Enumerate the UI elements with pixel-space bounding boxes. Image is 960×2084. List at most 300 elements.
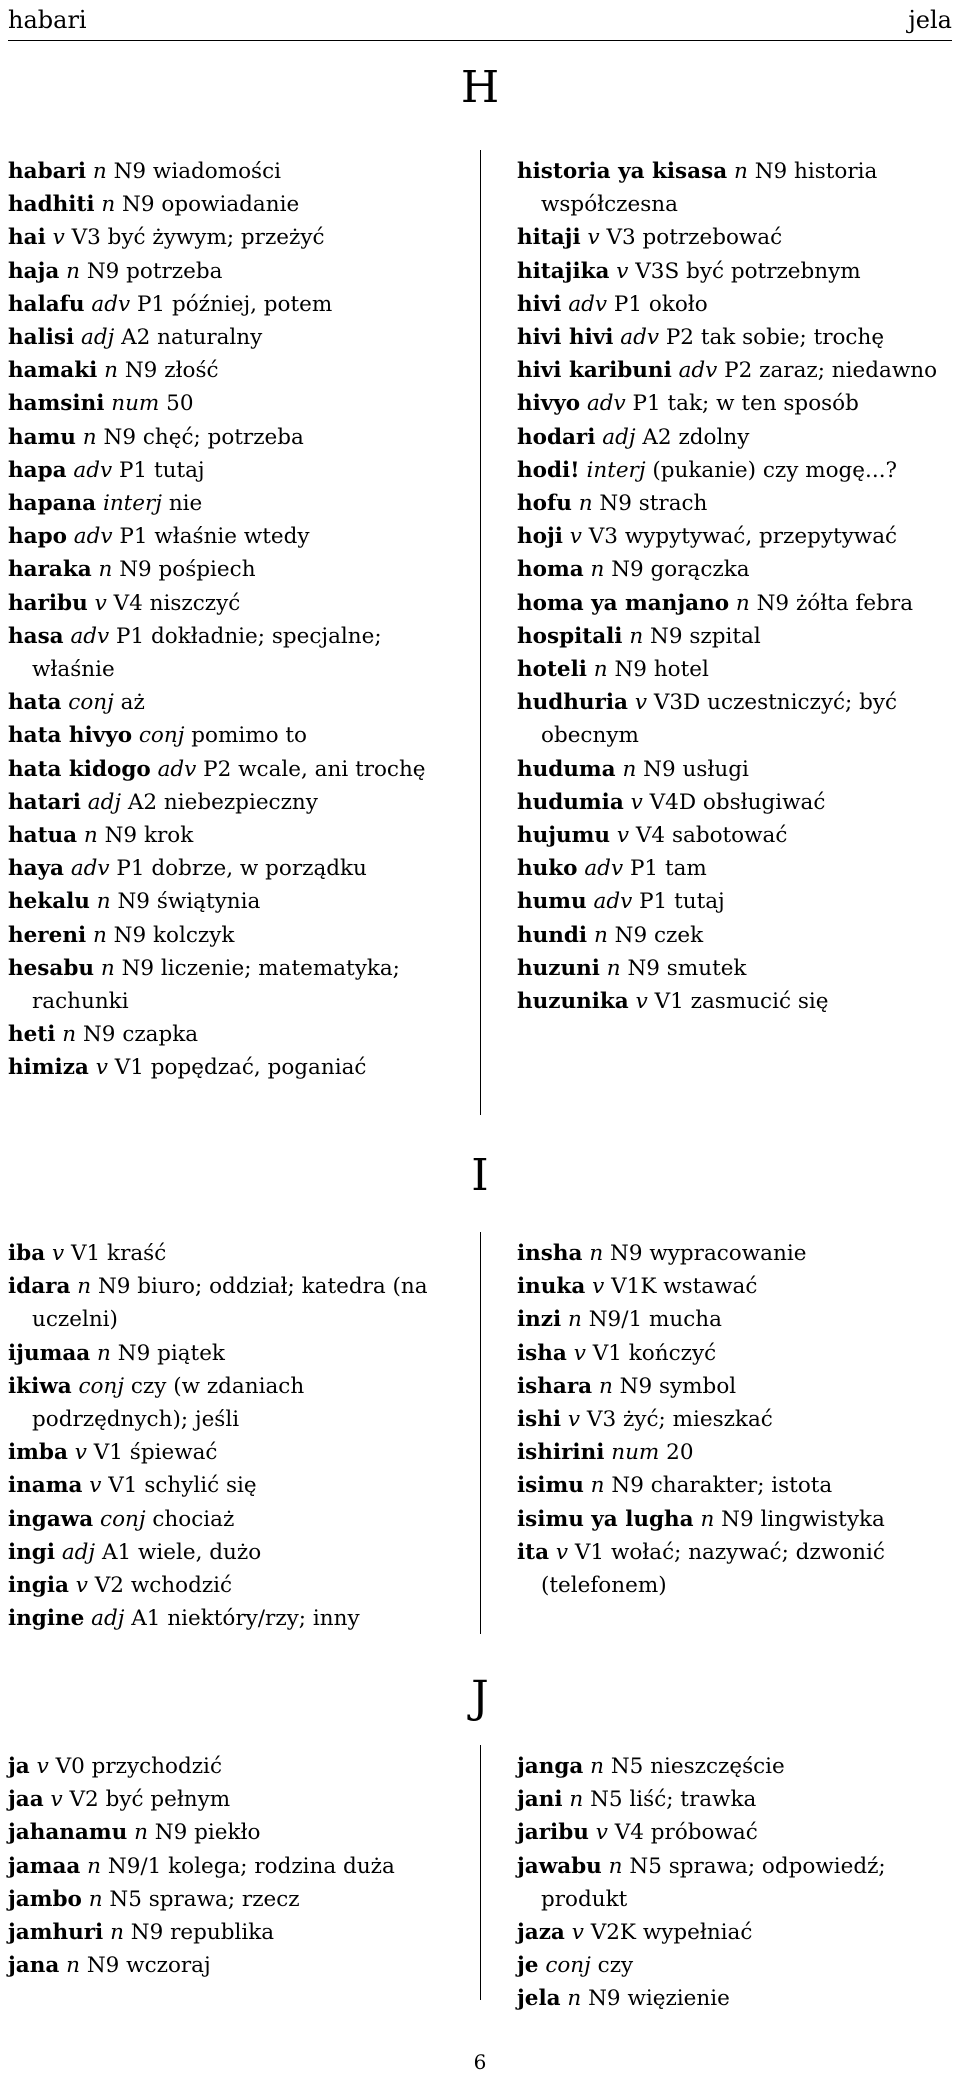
inflection-class: N9: [104, 823, 138, 849]
inflection-class: N9: [86, 1953, 120, 1979]
headword: inzi: [517, 1307, 562, 1333]
part-of-speech: interj: [102, 491, 162, 517]
definition: śpiewać: [129, 1440, 218, 1466]
headword: hekalu: [8, 889, 90, 915]
definition: zasmucić się: [690, 989, 829, 1015]
section-letter-j: J: [471, 1672, 489, 1723]
headword: historia ya kisasa: [517, 159, 728, 184]
headword: hesabu: [8, 955, 95, 981]
part-of-speech: v: [52, 225, 65, 251]
part-of-speech: v: [635, 989, 648, 1015]
inflection-class: V4: [635, 823, 666, 849]
dictionary-entry: [517, 1982, 954, 2015]
part-of-speech: v: [36, 1754, 49, 1779]
dictionary-entry: [8, 1469, 445, 1502]
definition: usługi: [682, 756, 749, 782]
part-of-speech: v: [51, 1241, 65, 1266]
headword: huduma: [517, 756, 616, 782]
dictionary-entry: [517, 221, 954, 254]
inflection-class: V1: [114, 1055, 144, 1081]
inflection-class: N9: [643, 756, 676, 782]
headword: hoji: [517, 524, 563, 550]
headword: jamaa: [8, 1853, 81, 1879]
definition: wołać; nazywać; dzwonić (telefonem): [541, 1539, 885, 1599]
part-of-speech: v: [95, 1055, 108, 1081]
part-of-speech: n: [629, 623, 644, 649]
headword: imba: [8, 1440, 68, 1466]
definition: sabotować: [671, 823, 788, 849]
inflection-class: V0: [55, 1754, 85, 1779]
dictionary-entry: [8, 620, 445, 686]
inflection-class: P1: [116, 623, 145, 649]
definition: uczestniczyć; być obecnym: [541, 690, 898, 749]
dictionary-entry: [8, 1370, 445, 1436]
definition: biuro; oddział; katedra (na uczelni): [32, 1274, 428, 1333]
dictionary-entry: [517, 1270, 954, 1303]
part-of-speech: adj: [602, 424, 636, 450]
definition: wypracowanie: [649, 1241, 807, 1266]
part-of-speech: conj: [138, 723, 185, 749]
part-of-speech: n: [578, 491, 593, 517]
dictionary-entry: [517, 288, 954, 321]
inflection-class: A2: [127, 789, 158, 815]
headword: heti: [8, 1022, 56, 1048]
inflection-class: N9: [130, 1920, 164, 1946]
definition: krok: [143, 823, 194, 849]
part-of-speech: n: [622, 756, 637, 782]
headword: hata kidogo: [8, 756, 151, 782]
headword: idara: [8, 1274, 71, 1300]
inflection-class: N9: [103, 424, 136, 450]
headword: insha: [517, 1241, 583, 1266]
dictionary-entry: [8, 1602, 445, 1635]
inflection-class: V3: [586, 1407, 617, 1433]
dictionary-entry: [8, 155, 445, 188]
dictionary-entry: [517, 653, 954, 686]
dictionary-entry: [8, 1569, 445, 1602]
inflection-class: V3D: [653, 690, 701, 716]
definition: około: [648, 291, 708, 317]
headword: huzuni: [517, 955, 600, 981]
definition: niektóry/rzy; inny: [167, 1606, 360, 1632]
inflection-class: N9: [121, 955, 155, 981]
part-of-speech: n: [104, 358, 119, 384]
definition: być pełnym: [105, 1787, 231, 1813]
part-of-speech: conj: [78, 1373, 125, 1399]
part-of-speech: n: [590, 1754, 605, 1779]
part-of-speech: n: [66, 258, 80, 284]
part-of-speech: v: [595, 1820, 608, 1846]
part-of-speech: v: [89, 1473, 102, 1499]
definition: potrzebować: [642, 225, 783, 251]
definition: żyć; mieszkać: [622, 1407, 773, 1433]
headword: ijumaa: [8, 1340, 91, 1366]
inflection-class: N9: [611, 1473, 644, 1499]
definition: gorączka: [650, 557, 750, 583]
inflection-class: P1: [629, 856, 659, 882]
dictionary-entry: [517, 387, 954, 420]
dictionary-entry: [517, 1536, 954, 1602]
part-of-speech: n: [608, 1853, 623, 1879]
part-of-speech: n: [98, 557, 113, 583]
headword: hitajika: [517, 258, 610, 284]
part-of-speech: v: [592, 1274, 605, 1300]
part-of-speech: adv: [593, 889, 633, 915]
definition: czek: [654, 922, 704, 948]
inflection-class: V3S: [635, 258, 680, 284]
definition: wiele, dużo: [138, 1539, 262, 1565]
definition: być żywym; przeżyć: [107, 225, 325, 251]
headword: hudumia: [517, 789, 624, 815]
headword: homa ya manjano: [517, 590, 730, 616]
definition: tam: [664, 856, 707, 882]
inflection-class: N9: [119, 557, 152, 583]
inflection-class: P1: [116, 856, 145, 882]
part-of-speech: n: [598, 1373, 613, 1399]
inflection-class: V1: [70, 1241, 101, 1266]
dictionary-entry: [8, 952, 445, 1018]
inflection-class: A1: [131, 1606, 161, 1632]
definition: kolega; rodzina duża: [168, 1853, 395, 1879]
inflection-class: N9/1: [588, 1307, 643, 1333]
definition: republika: [170, 1920, 275, 1946]
part-of-speech: n: [110, 1920, 124, 1946]
headword: huko: [517, 856, 578, 882]
headword: hudhuria: [517, 690, 628, 716]
definition: lingwistyka: [760, 1506, 885, 1532]
inflection-class: N5: [590, 1787, 623, 1813]
dictionary-entry: [517, 1436, 954, 1469]
dictionary-entry: [517, 1503, 954, 1536]
headword: jahanamu: [8, 1820, 128, 1846]
definition: popędzać, poganiać: [150, 1055, 367, 1081]
dictionary-entry: [8, 387, 445, 420]
definition: być potrzebnym: [686, 258, 861, 284]
definition: tutaj: [674, 889, 725, 915]
headword: hasa: [8, 623, 64, 649]
dictionary-entry: [8, 321, 445, 354]
inflection-class: N9: [614, 657, 647, 683]
part-of-speech: adv: [568, 291, 608, 317]
dictionary-entry: [8, 1270, 445, 1336]
headword: huzunika: [517, 989, 629, 1015]
inflection-class: V4: [614, 1820, 644, 1846]
part-of-speech: n: [88, 1886, 103, 1912]
definition: chęć; potrzeba: [142, 424, 304, 450]
dictionary-entry: [8, 1916, 445, 1949]
column-divider: [480, 150, 481, 1115]
header-right-guideword: jela: [908, 6, 952, 34]
part-of-speech: v: [75, 1573, 88, 1599]
definition: właśnie wtedy: [154, 524, 310, 550]
headword: jawabu: [517, 1853, 602, 1879]
dictionary-entry: [8, 1816, 445, 1849]
headword: hitaji: [517, 225, 581, 251]
part-of-speech: adj: [91, 1606, 125, 1632]
headword: homa: [517, 557, 584, 583]
header-rule: [8, 40, 952, 41]
inflection-class: V4: [113, 590, 143, 616]
inflection-class: N5: [629, 1853, 662, 1879]
part-of-speech: v: [74, 1440, 87, 1466]
definition: wstawać: [663, 1274, 758, 1300]
definition: sprawa; rzecz: [148, 1886, 300, 1912]
part-of-speech: n: [83, 823, 98, 849]
inflection-class: P1: [119, 524, 148, 550]
part-of-speech: n: [593, 922, 608, 948]
dictionary-entry: [517, 255, 954, 288]
part-of-speech: v: [94, 590, 107, 616]
dictionary-entry: [517, 1949, 954, 1982]
part-of-speech: v: [630, 789, 643, 815]
part-of-speech: v: [587, 225, 600, 251]
dictionary-entry: [517, 1469, 954, 1502]
inflection-class: N9: [113, 159, 147, 184]
dictionary-entry: [8, 553, 445, 586]
part-of-speech: interj: [586, 457, 646, 483]
part-of-speech: n: [700, 1506, 715, 1532]
part-of-speech: adv: [678, 358, 718, 384]
section-i-left-column: [8, 1237, 445, 1635]
definition: próbować: [650, 1820, 758, 1846]
part-of-speech: adv: [584, 856, 624, 882]
headword: hujumu: [517, 823, 611, 849]
definition: kolczyk: [153, 922, 235, 948]
section-h-right-column: [517, 155, 954, 1018]
inflection-class: A2: [121, 325, 151, 351]
part-of-speech: adv: [620, 325, 659, 351]
inflection-class: N9: [614, 922, 648, 948]
part-of-speech: n: [101, 192, 116, 218]
headword: hodari: [517, 424, 596, 450]
inflection-class: P1: [613, 291, 643, 317]
dictionary-entry: [8, 753, 445, 786]
part-of-speech: adj: [87, 789, 122, 815]
part-of-speech: adj: [61, 1539, 96, 1565]
dictionary-entry: [517, 1850, 954, 1916]
headword: jana: [8, 1953, 60, 1979]
headword: jambo: [8, 1886, 82, 1912]
inflection-class: P2: [724, 358, 753, 384]
part-of-speech: conj: [545, 1953, 591, 1979]
column-divider: [480, 1232, 481, 1634]
headword: ingine: [8, 1606, 85, 1632]
dictionary-entry: [8, 1536, 445, 1569]
dictionary-entry: [8, 852, 445, 885]
part-of-speech: n: [569, 1787, 584, 1813]
part-of-speech: n: [733, 159, 748, 184]
headword: himiza: [8, 1055, 89, 1081]
dictionary-entry: [8, 1237, 445, 1270]
definition: dobrze, w porządku: [151, 856, 367, 882]
headword: hereni: [8, 922, 87, 948]
definition: opowiadanie: [161, 192, 300, 218]
definition: złość: [164, 358, 219, 384]
inflection-class: V1: [108, 1473, 138, 1499]
headword: hata hivyo: [8, 723, 133, 749]
dictionary-entry: [517, 587, 954, 620]
dictionary-entry: [8, 719, 445, 752]
part-of-speech: conj: [68, 690, 114, 716]
section-j-right-column: [517, 1750, 954, 2016]
inflection-class: N9: [721, 1506, 754, 1532]
inflection-class: A2: [642, 424, 672, 450]
definition: dokładnie; specjalne; właśnie: [32, 623, 382, 683]
dictionary-entry: [8, 587, 445, 620]
part-of-speech: v: [571, 1920, 584, 1946]
dictionary-entry: [517, 1370, 954, 1403]
dictionary-entry: [8, 1051, 445, 1084]
dictionary-entry: [517, 487, 954, 520]
definition: niebezpieczny: [163, 789, 318, 815]
running-header: [8, 6, 952, 34]
inflection-class: P2: [665, 325, 694, 351]
dictionary-entry: [517, 321, 954, 354]
headword: ishara: [517, 1373, 593, 1399]
dictionary-entry: [517, 1303, 954, 1336]
part-of-speech: v: [634, 690, 647, 716]
dictionary-entry: [517, 1750, 954, 1783]
definition: tak; w ten sposób: [667, 391, 859, 417]
headword: jani: [517, 1787, 563, 1813]
dictionary-entry: [517, 1337, 954, 1370]
part-of-speech: n: [735, 590, 750, 616]
definition: 50: [166, 391, 194, 417]
dictionary-entry: [517, 1237, 954, 1270]
inflection-class: N9: [122, 192, 155, 218]
headword: haya: [8, 856, 64, 882]
headword: janga: [517, 1754, 584, 1779]
part-of-speech: adj: [81, 325, 115, 351]
part-of-speech: n: [568, 1307, 582, 1333]
definition: czapka: [122, 1022, 199, 1048]
headword: isha: [517, 1340, 567, 1366]
column-divider: [480, 1745, 481, 2000]
part-of-speech: v: [616, 823, 630, 849]
dictionary-entry: [8, 221, 445, 254]
headword: ingi: [8, 1539, 55, 1565]
part-of-speech: n: [92, 922, 107, 948]
definition: sprawa; odpowiedź; produkt: [541, 1853, 886, 1912]
section-i-right-column: [517, 1237, 954, 1602]
headword: ikiwa: [8, 1373, 72, 1399]
definition: zaraz; niedawno: [759, 358, 938, 384]
definition: liczenie; matematyka; rachunki: [32, 955, 400, 1015]
dictionary-entry: [8, 1503, 445, 1536]
part-of-speech: n: [66, 1953, 80, 1979]
part-of-speech: n: [62, 1022, 77, 1048]
headword: jaa: [8, 1787, 44, 1813]
dictionary-entry: [8, 188, 445, 221]
headword: hamaki: [8, 358, 98, 384]
definition: chociaż: [152, 1506, 235, 1532]
part-of-speech: n: [100, 955, 115, 981]
headword: hoteli: [517, 657, 587, 683]
dictionary-entry: [8, 520, 445, 553]
part-of-speech: n: [87, 1853, 102, 1879]
dictionary-entry: [8, 421, 445, 454]
inflection-class: N9: [124, 358, 158, 384]
inflection-class: N9: [97, 1274, 131, 1300]
part-of-speech: v: [569, 524, 582, 550]
inflection-class: N9: [588, 1986, 621, 2012]
definition: pośpiech: [158, 557, 256, 583]
definition: obsługiwać: [702, 789, 826, 815]
part-of-speech: v: [555, 1539, 569, 1565]
inflection-class: N9: [117, 889, 150, 915]
inflection-class: V3: [588, 524, 618, 550]
part-of-speech: v: [567, 1407, 581, 1433]
definition: potrzeba: [126, 258, 223, 284]
headword: ingawa: [8, 1506, 94, 1532]
part-of-speech: n: [77, 1274, 92, 1300]
inflection-class: P1: [118, 457, 148, 483]
inflection-class: N9: [619, 1373, 653, 1399]
headword: hundi: [517, 922, 588, 948]
headword: hamu: [8, 424, 76, 450]
section-letter-i: I: [471, 1150, 489, 1201]
dictionary-entry: [517, 852, 954, 885]
part-of-speech: n: [134, 1820, 148, 1846]
headword: hivi hivi: [517, 325, 614, 351]
definition: 20: [666, 1440, 694, 1466]
headword: hofu: [517, 491, 572, 517]
part-of-speech: adv: [157, 756, 197, 782]
inflection-class: V1K: [611, 1274, 657, 1300]
section-h-left-column: [8, 155, 445, 1085]
inflection-class: P1: [639, 889, 668, 915]
part-of-speech: adv: [91, 291, 131, 317]
part-of-speech: n: [97, 1340, 111, 1366]
definition: wczoraj: [126, 1953, 211, 1979]
section-j-left-column: [8, 1750, 445, 1982]
inflection-class: V2: [94, 1573, 124, 1599]
definition: tutaj: [153, 457, 205, 483]
part-of-speech: adv: [73, 524, 113, 550]
dictionary-entry: [8, 255, 445, 288]
definition: wypytywać, przepytywać: [624, 524, 898, 550]
dictionary-entry: [517, 520, 954, 553]
header-left-guideword: habari: [8, 6, 87, 34]
inflection-class: V1: [93, 1440, 123, 1466]
dictionary-entry: [517, 421, 954, 454]
definition: (pukanie) czy mogę...?: [652, 457, 898, 483]
definition: szpital: [689, 623, 761, 649]
headword: jela: [517, 1986, 561, 2012]
dictionary-entry: [517, 919, 954, 952]
headword: hodi!: [517, 457, 580, 483]
headword: ingia: [8, 1573, 69, 1599]
dictionary-entry: [517, 885, 954, 918]
definition: później, potem: [171, 291, 333, 317]
dictionary-entry: [517, 454, 954, 487]
inflection-class: P1: [632, 391, 661, 417]
headword: hai: [8, 225, 46, 251]
headword: ishi: [517, 1407, 562, 1433]
headword: ishirini: [517, 1440, 605, 1466]
headword: halisi: [8, 325, 75, 351]
definition: tak sobie; trochę: [700, 325, 885, 351]
headword: halafu: [8, 291, 85, 317]
definition: schylić się: [144, 1473, 257, 1499]
inflection-class: V1: [574, 1539, 605, 1565]
definition: smutek: [666, 955, 747, 981]
dictionary-entry: [8, 686, 445, 719]
dictionary-entry: [8, 919, 445, 952]
inflection-class: V1: [592, 1340, 622, 1366]
dictionary-entry: [8, 1750, 445, 1783]
headword: ja: [8, 1754, 30, 1779]
